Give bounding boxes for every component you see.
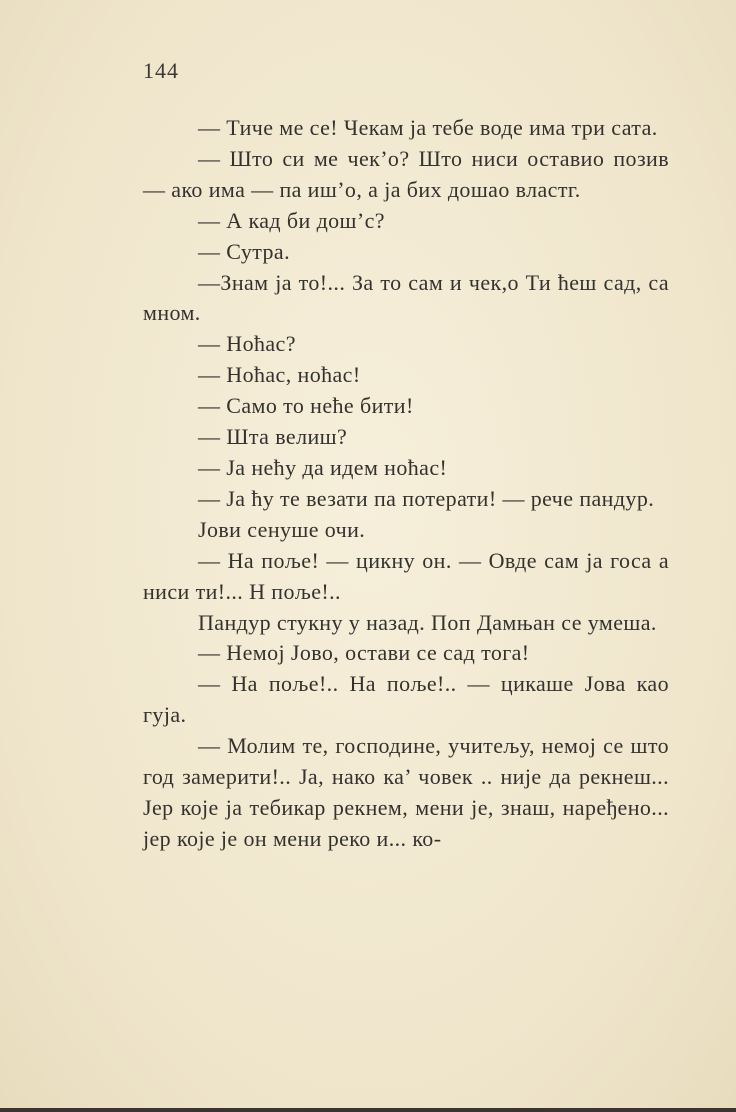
paragraph: — Немој Јово, остави се сад тога! bbox=[198, 640, 530, 666]
paragraph: — Само то неће бити! bbox=[198, 393, 414, 419]
paragraph: Јови сенуше очи. bbox=[198, 516, 366, 542]
paragraph: — Сутра. bbox=[198, 238, 290, 264]
paragraph: — Ноћас, ноћас! bbox=[198, 362, 361, 388]
paragraph: — А кад би дош’с? bbox=[198, 207, 385, 233]
paragraph: — Молим те, господине, учитељу, немој се што год замерити!.. Ја, нако ка’ човек .. није да рекнеш... Јер које ја тебикар рекнем, мени је, знаш, наређено... јер које је он мени реко и... ко- bbox=[143, 733, 669, 851]
page-number: 144 bbox=[143, 58, 179, 83]
paragraph: — Ја нећу да идем ноћас! bbox=[198, 454, 448, 480]
page-text bbox=[143, 113, 669, 855]
scan-edge bbox=[0, 1108, 736, 1112]
paragraph: — На поље! — цикну он. — Овде сам ја госа а ниси ти!... Н поље!.. bbox=[143, 547, 669, 604]
paragraph: —Знам ја то!... За то сам и чек,о Ти ћеш сад, са мном. bbox=[143, 269, 669, 326]
paragraph: — Што си ме чек’о? Што ниси оставио позив — ако има — па иш’о, а ја бих дошао властг. bbox=[143, 145, 669, 202]
paragraph: Пандур стукну у назад. Поп Дамњан се умеша. bbox=[198, 609, 657, 635]
paragraph: — На поље!.. На поље!.. — цикаше Јова као гуја. bbox=[143, 671, 669, 728]
paragraph: — Ноћас? bbox=[198, 331, 296, 357]
paragraph: — Тиче ме се! Чекам ја тебе воде има три сата. bbox=[198, 115, 658, 140]
paragraph: — Ја ћу те везати па потерати! — рече пандур. bbox=[198, 485, 655, 511]
paragraph: — Шта велиш? bbox=[198, 424, 348, 450]
